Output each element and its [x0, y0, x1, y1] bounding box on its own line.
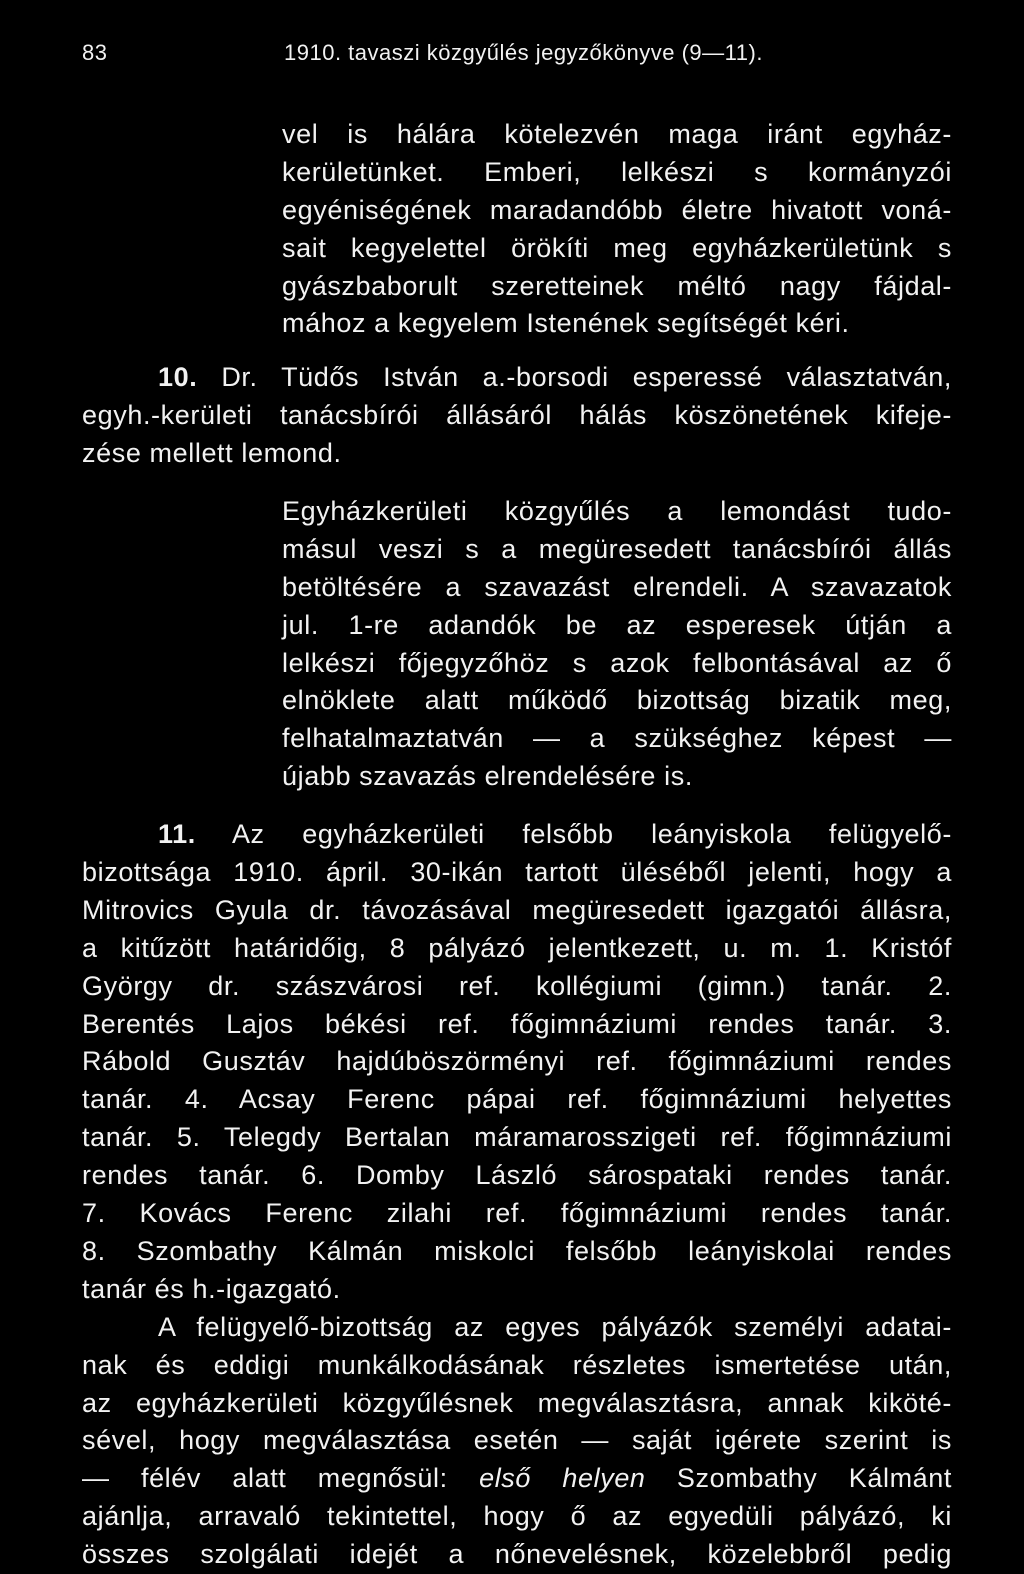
- item-text: Dr. Tüdős István a.-borsodi esperessé választatván,: [221, 362, 952, 393]
- text-line: jul. 1-re adandók be az esperesek útján a: [282, 609, 952, 640]
- text-line: Rábold Gusztáv hajdúböszörményi ref. főgimnáziumi rendes: [82, 1046, 952, 1077]
- text-line: zése mellett lemond.: [82, 438, 342, 469]
- text-line: A felügyelő-bizottság az egyes pályázók személyi adatai-: [158, 1311, 952, 1342]
- text-line: vel is hálára kötelezvén maga iránt egyház-: [282, 119, 952, 149]
- running-title: 1910. tavaszi közgyűlés jegyzőkönyve (9—11).: [284, 40, 763, 65]
- text-line: betöltésére a szavazást elrendeli. A szavazatok: [282, 571, 952, 602]
- text-line: a kitűzött határidőig, 8 pályázó jelentkezett, u. m. 1. Kristóf: [82, 932, 952, 963]
- text-run: Szombathy Kálmánt: [645, 1463, 952, 1494]
- paragraph-last: [82, 1309, 952, 1574]
- running-head: [82, 40, 944, 70]
- text-line: egyh.-kerületi tanácsbírói állásáról hálás köszönetének kifeje-: [82, 400, 952, 431]
- text-line: sével, hogy megválasztása esetén — saját igérete szerint is: [82, 1425, 952, 1456]
- text-line: gyászbaborult szeretteinek méltó nagy fájdal-: [282, 270, 952, 301]
- text-line: mához a kegyelem Istenének segítségét kéri.: [282, 308, 850, 339]
- text-line: Mitrovics Gyula dr. távozásával megüresedett igazgatói állásra,: [82, 894, 952, 925]
- text-line: Egyházkerületi közgyűlés a lemondást tudo-: [282, 496, 952, 527]
- text-line: lelkészi főjegyzőhöz s azok felbontásával az ő: [282, 647, 952, 678]
- text-run: — félév alatt megnősül:: [82, 1463, 480, 1494]
- text-line: elnöklete alatt működő bizottság bizatik meg,: [282, 685, 952, 716]
- text-line: felhatalmaztatván — a szükséghez képest —: [282, 723, 952, 754]
- text-line: egyéniségének maradandóbb életre hivatott voná-: [282, 194, 952, 225]
- text-line: [82, 816, 952, 854]
- spacer: [82, 473, 952, 493]
- item-11: [82, 816, 952, 1309]
- text-line: újabb szavazás elrendelésére is.: [282, 761, 693, 792]
- text-line: ajánlja, arravaló tekintettel, hogy ő az egyedüli pályázó, ki: [82, 1501, 952, 1532]
- text-line: nak és eddigi munkálkodásának részletes ismertetése után,: [82, 1349, 952, 1380]
- text-line: 7. Kovács Ferenc zilahi ref. főgimnáziumi rendes tanár.: [82, 1198, 952, 1229]
- item-10: [82, 359, 952, 473]
- text-line: [82, 359, 952, 397]
- text-line: kerületünket. Emberi, lelkészi s kormányzói: [282, 156, 952, 187]
- text-line: sait kegyelettel örökíti meg egyházkerületünk s: [282, 232, 952, 263]
- text-line: [82, 1460, 952, 1498]
- text-line: Berentés Lajos békési ref. főgimnáziumi rendes tanár. 3.: [82, 1008, 952, 1039]
- text-line: György dr. szászvárosi ref. kollégiumi (gimn.) tanár. 2.: [82, 970, 952, 1001]
- text-line: tanár és h.-igazgató.: [82, 1273, 341, 1304]
- item-text: Az egyházkerületi felsőbb leányiskola felügyelő-: [231, 819, 952, 850]
- emphasized-text: első helyen: [479, 1463, 646, 1494]
- paragraph-continuation: [82, 116, 952, 343]
- page-number: 83: [82, 40, 108, 65]
- item-number: 10.: [158, 362, 198, 393]
- text-line: bizottsága 1910. ápril. 30-ikán tartott üléséből jelenti, hogy a: [82, 857, 952, 888]
- resolution-10: [82, 493, 952, 796]
- text-line: az egyházkerületi közgyűlésnek megválasztásra, annak kiköté-: [82, 1387, 952, 1418]
- text-line: tanár. 5. Telegdy Bertalan máramarosszigeti ref. főgimnáziumi: [82, 1122, 952, 1153]
- item-number: 11.: [158, 819, 196, 850]
- spacer: [82, 343, 952, 359]
- text-line: másul veszi s a megüresedett tanácsbírói állás: [282, 533, 952, 564]
- spacer: [82, 796, 952, 816]
- text-line: tanár. 4. Acsay Ferenc pápai ref. főgimnáziumi helyettes: [82, 1084, 952, 1115]
- text-line: rendes tanár. 6. Domby László sárospataki rendes tanár.: [82, 1160, 952, 1191]
- body-text: [82, 116, 952, 1574]
- text-line: összes szolgálati idejét a nőnevelésnek, közelebbről pedig: [82, 1539, 952, 1570]
- text-line: 8. Szombathy Kálmán miskolci felsőbb leányiskolai rendes: [82, 1235, 952, 1266]
